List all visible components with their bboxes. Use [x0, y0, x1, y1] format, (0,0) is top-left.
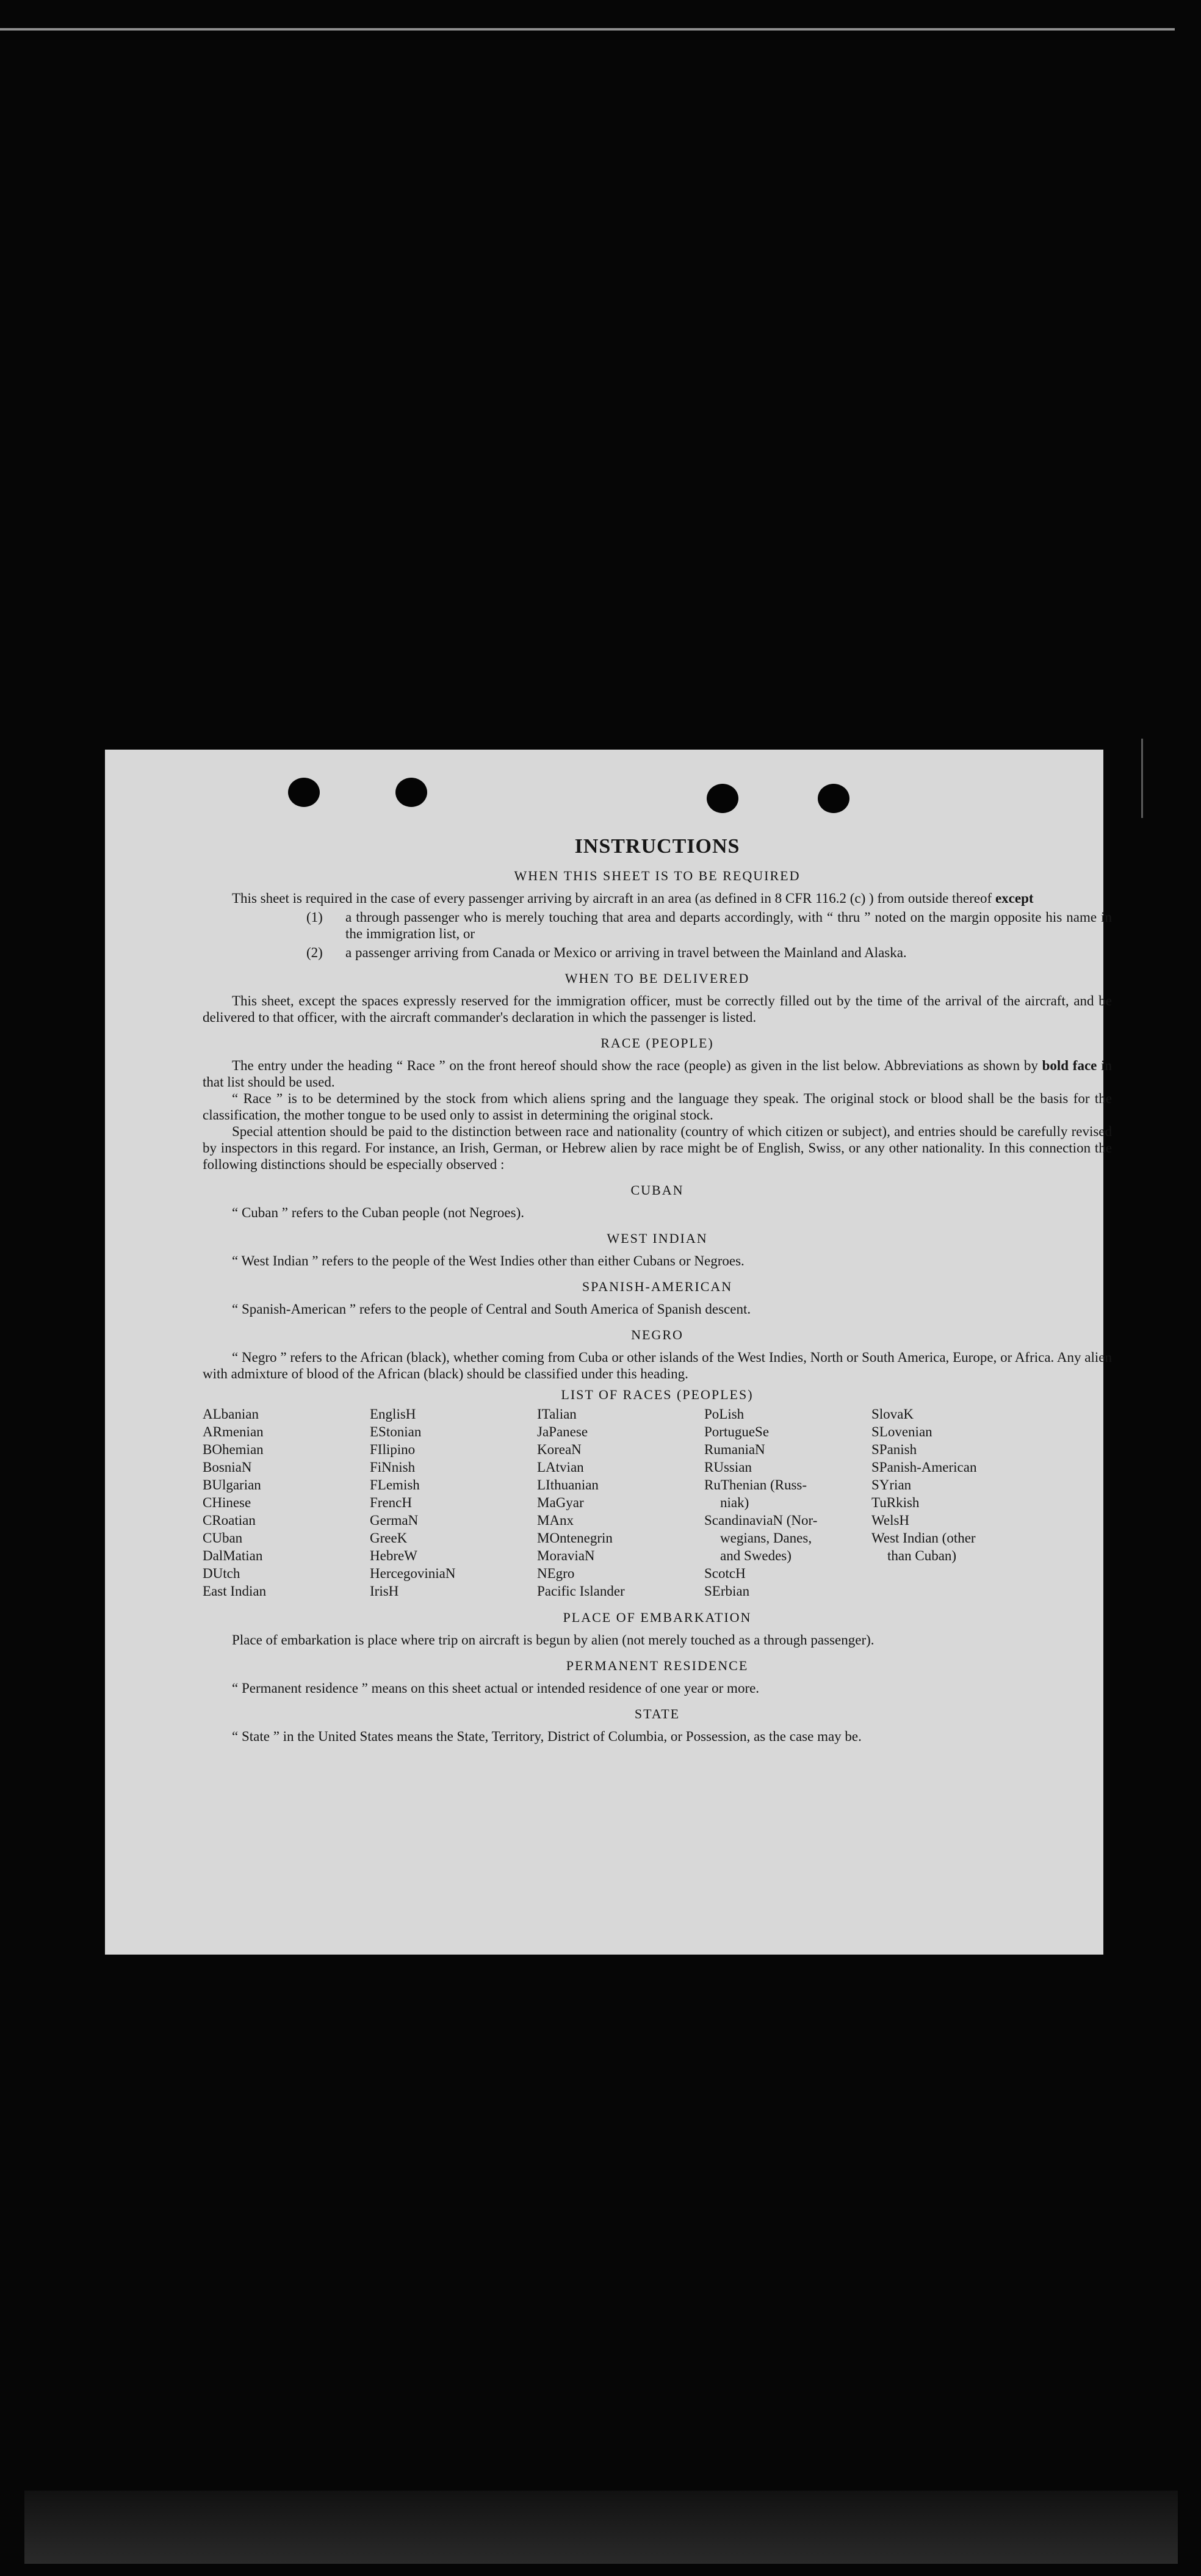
race-column: [871, 1405, 1039, 1600]
race-item: ARmenian: [203, 1424, 264, 1439]
race-item: than Cuban): [887, 1548, 957, 1563]
punch-hole: [707, 784, 738, 813]
clause-item: (2) a passenger arriving from Canada or Mexico or arriving in travel between the Mainland and Alaska.: [306, 945, 907, 960]
race-item: RumaniaN: [704, 1442, 765, 1457]
punch-hole: [288, 778, 320, 807]
race-item: FLemish: [370, 1477, 420, 1492]
race-item: HebreW: [370, 1548, 417, 1563]
race-item: CHinese: [203, 1495, 251, 1510]
punch-hole: [395, 778, 427, 807]
race-item: SErbian: [704, 1583, 750, 1599]
race-item: GermaN: [370, 1513, 419, 1528]
race-item: NEgro: [537, 1566, 575, 1581]
paragraph: Place of embarkation is place where trip on aircraft is begun by alien (not merely touched as a through passenger).: [232, 1632, 875, 1648]
page-title: INSTRUCTIONS: [574, 835, 740, 858]
section-heading: WEST INDIAN: [607, 1231, 708, 1246]
race-item: LIthuanian: [537, 1477, 599, 1492]
film-edge-line: [0, 28, 1175, 31]
race-column: [537, 1405, 704, 1600]
race-item: JaPanese: [537, 1424, 588, 1439]
paragraph: The entry under the heading “ Race ” on the front hereof should show the race (people) as given in the list below. Abbreviations as shown by bold face in that list should be used.: [203, 1058, 1112, 1090]
race-item: MOntenegrin: [537, 1530, 613, 1546]
section-heading: LIST OF RACES (PEOPLES): [561, 1387, 754, 1402]
paragraph: “ Cuban ” refers to the Cuban people (not Negroes).: [232, 1205, 525, 1220]
race-item: SlovaK: [871, 1406, 914, 1422]
race-item: EnglisH: [370, 1406, 416, 1422]
race-item: KoreaN: [537, 1442, 582, 1457]
race-item: and Swedes): [720, 1548, 792, 1563]
race-column: [704, 1405, 871, 1600]
paragraph: “ Negro ” refers to the African (black), whether coming from Cuba or other islands of the West Indies, North or South America, Europe, or Africa. Any alien with admixture of blood of the African (black) should be classified under this heading.: [203, 1350, 1112, 1381]
race-item: BUlgarian: [203, 1477, 261, 1492]
section-heading: RACE (PEOPLE): [600, 1035, 714, 1051]
race-item: MAnx: [537, 1513, 574, 1528]
film-scratch: [1141, 739, 1143, 818]
race-item: MoraviaN: [537, 1548, 595, 1563]
race-item: PoLish: [704, 1406, 745, 1422]
section-heading: WHEN THIS SHEET IS TO BE REQUIRED: [514, 868, 801, 883]
race-item: ITalian: [537, 1406, 577, 1422]
race-item: ScandinaviaN (Nor-: [704, 1513, 818, 1528]
race-item: Pacific Islander: [537, 1583, 625, 1599]
race-item: TuRkish: [871, 1495, 920, 1510]
section-heading: STATE: [634, 1706, 680, 1721]
race-item: FIlipino: [370, 1442, 416, 1457]
race-item: SPanish: [871, 1442, 917, 1457]
race-item: SLovenian: [871, 1424, 932, 1439]
paragraph: “ Spanish-American ” refers to the people of Central and South America of Spanish descent.: [232, 1301, 751, 1317]
race-column: [370, 1405, 537, 1600]
race-item: WelsH: [871, 1513, 910, 1528]
race-item: ALbanian: [203, 1406, 259, 1422]
race-item: ScotcH: [704, 1566, 746, 1581]
paragraph: “ West Indian ” refers to the people of the West Indies other than either Cubans or Negroes.: [232, 1253, 745, 1268]
race-item: BOhemian: [203, 1442, 264, 1457]
race-item: DalMatian: [203, 1548, 263, 1563]
paragraph: “ Permanent residence ” means on this sheet actual or intended residence of one year or more.: [232, 1681, 760, 1696]
paragraph: Special attention should be paid to the distinction between race and nationality (country of which citizen or subject), and entries should be carefully revised by inspectors in this regard. For instance, an Irish, German, or Hebrew alien by race might be of English, Swiss, or any other nationality. In this connection the following distinctions should be especially observed :: [203, 1124, 1112, 1172]
punch-hole: [818, 784, 849, 813]
clause-item: (1) a through passenger who is merely touching that area and departs accordingly, with “ thru ” noted on the margin opposite his name in the immigration list, or: [306, 910, 1112, 941]
race-item: BosniaN: [203, 1460, 252, 1475]
race-item: East Indian: [203, 1583, 267, 1599]
race-item: SPanish-American: [871, 1460, 977, 1475]
race-item: CRoatian: [203, 1513, 256, 1528]
paragraph: This sheet is required in the case of every passenger arriving by aircraft in an area (as defined in 8 CFR 116.2 (c) ) from outside thereof except: [232, 891, 1034, 906]
race-item: wegians, Danes,: [720, 1530, 812, 1546]
paragraph: “ Race ” is to be determined by the stock from which aliens spring and the language they speak. The original stock or blood shall be the basis for the classification, the mother tongue to be used only to assist in determining the original stock.: [203, 1091, 1112, 1123]
race-item: PortugueSe: [704, 1424, 770, 1439]
race-item: IrisH: [370, 1583, 399, 1599]
race-item: niak): [720, 1495, 749, 1510]
race-item: FiNnish: [370, 1460, 416, 1475]
race-item: DUtch: [203, 1566, 240, 1581]
race-item: MaGyar: [537, 1495, 584, 1510]
race-item: RuThenian (Russ-: [704, 1477, 807, 1492]
race-column: [203, 1405, 370, 1600]
race-list: [203, 1405, 1112, 1600]
race-item: CUban: [203, 1530, 243, 1546]
film-bottom-band: [24, 2491, 1178, 2564]
race-item: West Indian (other: [871, 1530, 976, 1546]
race-item: SYrian: [871, 1477, 912, 1492]
sheet-content: [203, 835, 1112, 1745]
section-heading: PLACE OF EMBARKATION: [563, 1610, 752, 1625]
race-item: RUssian: [704, 1460, 752, 1475]
section-heading: CUBAN: [630, 1182, 684, 1198]
paragraph: This sheet, except the spaces expressly reserved for the immigration officer, must be correctly filled out by the time of the arrival of the aircraft, and be delivered to that officer, with the aircraft commander's declaration in which the passenger is listed.: [203, 993, 1112, 1025]
race-item: FrencH: [370, 1495, 412, 1510]
instruction-sheet: [105, 750, 1112, 1955]
section-heading: SPANISH-AMERICAN: [582, 1279, 733, 1294]
race-item: HercegoviniaN: [370, 1566, 456, 1581]
race-item: EStonian: [370, 1424, 422, 1439]
section-heading: PERMANENT RESIDENCE: [566, 1658, 749, 1673]
race-item: LAtvian: [537, 1460, 584, 1475]
race-item: GreeK: [370, 1530, 408, 1546]
paragraph: “ State ” in the United States means the State, Territory, District of Columbia, or Possession, as the case may be.: [232, 1729, 862, 1744]
section-heading: WHEN TO BE DELIVERED: [564, 971, 750, 986]
section-heading: NEGRO: [631, 1327, 683, 1342]
